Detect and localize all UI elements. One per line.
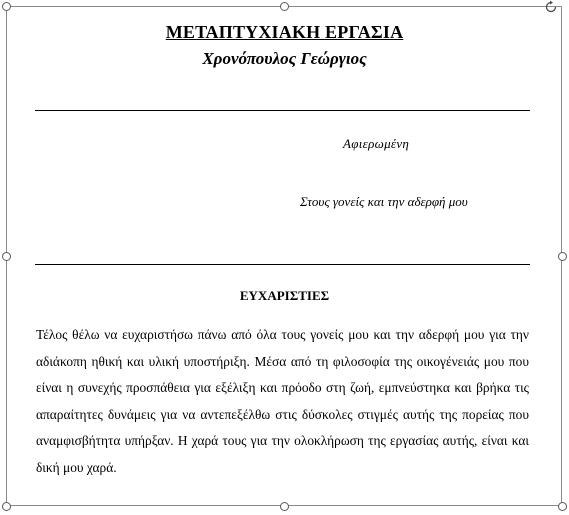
resize-handle-top-left-icon[interactable] [2,2,11,11]
resize-handle-bottom-center-icon[interactable] [280,502,289,511]
resize-handle-bottom-right-icon[interactable] [558,502,567,511]
dedication-heading: Αφιερωμένη [343,136,410,151]
resize-handle-bottom-left-icon[interactable] [2,502,11,511]
document-title: ΜΕΤΑΠΤΥΧΙΑΚΗ ΕΡΓΑΣΙΑ [165,22,404,42]
resize-handle-top-center-icon[interactable] [280,2,289,11]
resize-handle-middle-right-icon[interactable] [558,252,567,261]
dedication-text: Στους γονείς και την αδερφή μου [300,194,468,209]
acknowledgements-heading: ΕΥΧΑΡΙΣΤΙΕΣ [239,288,330,303]
document-author: Χρονόπουλος Γεώργιος [202,49,367,68]
rotate-handle-icon[interactable] [544,0,558,14]
acknowledgements-body: Τέλος θέλω να ευχαριστήσω πάνω από όλα τους γονείς μου και την αδερφή μου για την αδιάκοπη ηθική και υλική υποστήριξη. Μέσα από τη φιλοσοφία της οικογένειάς μου που είναι η συνεχής προσπάθεια για εξέλιξη και πρόοδο στη ζωή, εμπνεύστηκα και βρήκα τις απαραίτητες δυνάμεις για να αντεπεξέλθω στις δύσκολες στιγμές αυτής της πορείας που αναμφισβήτητα υπήρξαν. Η χαρά τους για την ολοκλήρωση της εργασίας αυτής, είναι και δική μου χαρά. [36,327,529,475]
section-divider-top [35,110,530,111]
resize-handle-middle-left-icon[interactable] [2,252,11,261]
section-divider-bottom [35,264,530,265]
